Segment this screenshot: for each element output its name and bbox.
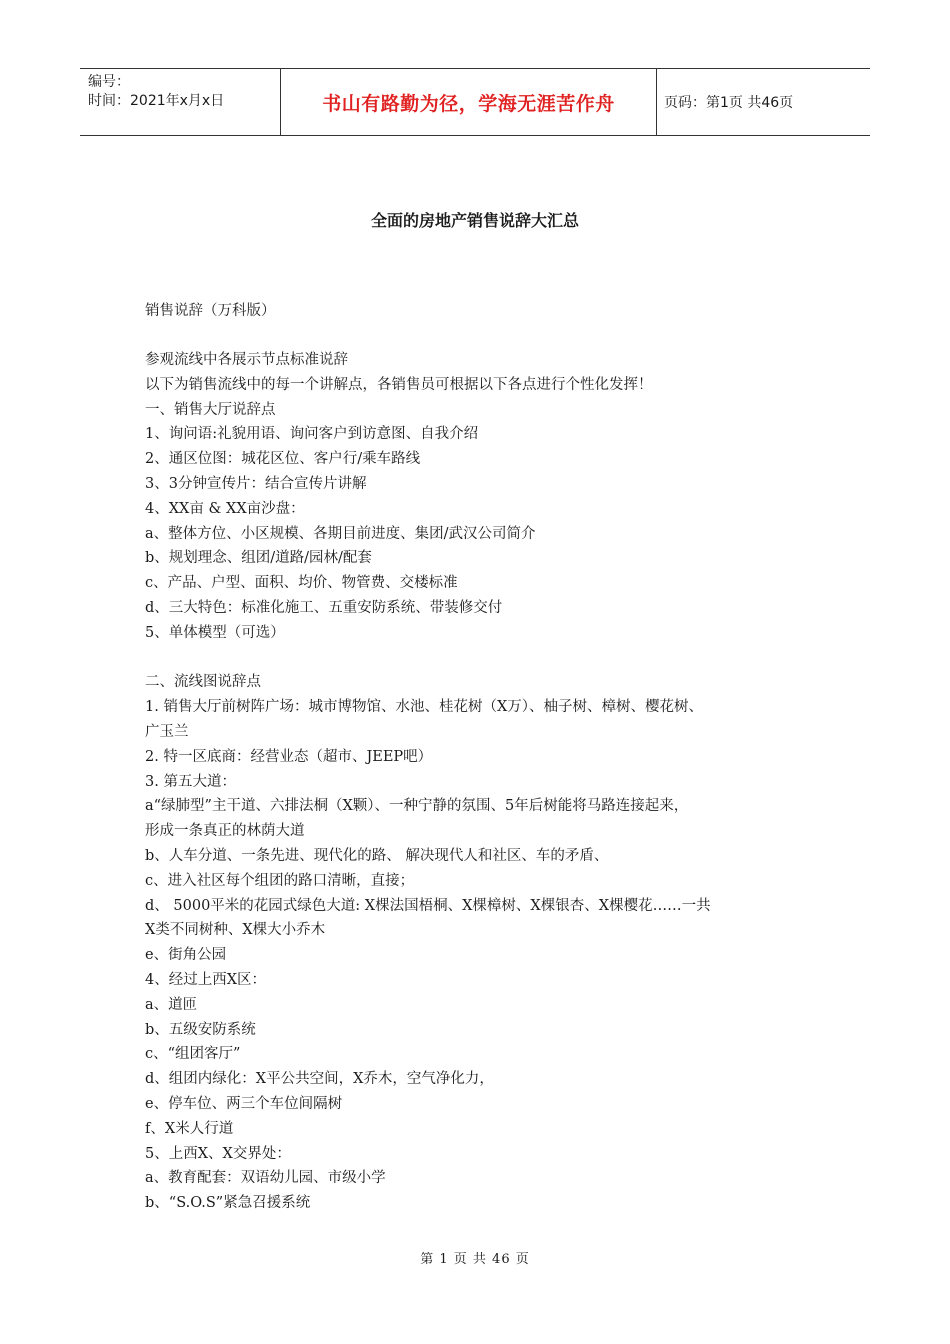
body-line: d、三大特色：标准化施工、五重安防系统、带装修交付 (145, 599, 503, 616)
document-time-label: 时间：2021年x月x日 (88, 93, 225, 109)
body-line: 二、流线图说辞点 (145, 674, 261, 691)
subtitle: 销售说辞（万科版） (145, 303, 276, 319)
motto-text: 书山有路勤为径，学海无涯苦作舟 (322, 92, 615, 115)
body-line: e、停车位、两三个车位间隔树 (145, 1095, 343, 1112)
body-line: 2. 特一区底商：经营业态（超市、JEEP吧） (145, 748, 433, 765)
body-line: 形成一条真正的林荫大道 (145, 823, 305, 840)
document-title: 全面的房地产销售说辞大汇总 (370, 211, 579, 230)
body-line: c、“组团客厅” (145, 1046, 241, 1063)
body-line: 参观流线中各展示节点标准说辞 (145, 352, 348, 368)
body-line: f、X米人行道 (145, 1120, 234, 1137)
page-footer: 第 1 页 共 46 页 (420, 1252, 530, 1267)
body-line: 一、销售大厅说辞点 (145, 401, 276, 418)
body-line: 广玉兰 (145, 723, 189, 740)
body-line: a、道匝 (145, 996, 198, 1013)
document-number-label: 编号： (88, 74, 130, 90)
body-line: 4、经过上西X区： (145, 971, 267, 988)
body-line: 3. 第五大道： (145, 773, 236, 790)
subtitle-block (145, 299, 825, 324)
body-line: 3、3分钟宣传片：结合宣传片讲解 (145, 475, 367, 492)
document-body (145, 348, 825, 1216)
body-line: 以下为销售流线中的每一个讲解点，各销售员可根据以下各点进行个性化发挥！ (145, 376, 653, 393)
body-line: 1. 销售大厅前树阵广场：城市博物馆、水池、桂花树（X万）、柚子树、樟树、樱花树、 (145, 699, 704, 716)
body-line: a、教育配套：双语幼儿园、市级小学 (145, 1170, 386, 1187)
body-line: 4、XX亩 & XX亩沙盘： (145, 500, 305, 517)
header-motto-cell (281, 69, 657, 135)
body-line: b、五级安防系统 (145, 1021, 256, 1038)
body-line: c、进入社区每个组团的路口清晰，直接； (145, 872, 415, 889)
body-line: b、规划理念、组团/道路/园林/配套 (145, 550, 372, 567)
body-line: d、 5000平米的花园式绿色大道: X棵法国梧桐、X棵樟树、X棵银杏、X棵樱花……一共 (145, 897, 711, 914)
body-line: 5、上西X、X交界处： (145, 1145, 291, 1162)
body-line: e、街角公园 (145, 947, 227, 964)
body-line: 1、询问语:礼貌用语、询问客户到访意图、自我介绍 (145, 426, 479, 443)
body-line: c、产品、户型、面积、均价、物管费、交楼标准 (145, 575, 458, 592)
header-page-cell (657, 69, 870, 135)
body-line: 2、通区位图：城花区位、客户行/乘车路线 (145, 451, 421, 468)
body-line: 5、单体模型（可选） (145, 624, 285, 641)
body-line: a、整体方位、小区规模、各期目前进度、集团/武汉公司简介 (145, 525, 536, 542)
body-line: d、组团内绿化：X平公共空间，X乔木，空气净化力， (145, 1071, 494, 1088)
page-info: 页码：第1页 共46页 (664, 95, 794, 111)
header-table (80, 68, 870, 136)
body-line: X类不同树种、X棵大小乔木 (145, 922, 326, 939)
body-line: b、人车分道、一条先进、现代化的路、 解决现代人和社区、车的矛盾、 (145, 847, 609, 864)
header-meta-cell (80, 69, 281, 135)
blank-line (145, 646, 825, 671)
body-line: b、“S.O.S”紧急召援系统 (145, 1195, 311, 1212)
body-line: a“绿肺型”主干道、六排法桐（X颗）、一种宁静的氛围、5年后树能将马路连接起来， (145, 798, 689, 815)
